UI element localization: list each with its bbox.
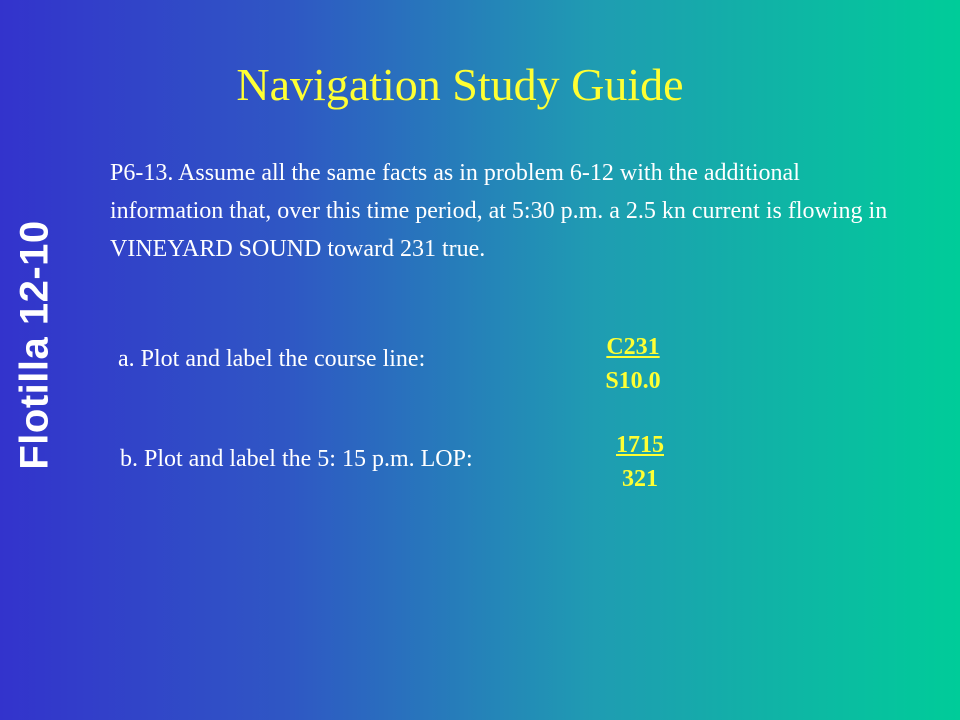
speed-answer: S10.0 [605,368,661,394]
item-b-label: b. Plot and label the 5: 15 p.m. LOP: [120,446,473,472]
problem-statement: P6-13. Assume all the same facts as in problem 6-12 with the additional information that, over this time period, at 5:30 p.m. a 2.5 kn current is flowing in VINEYARD SOUND toward 231 true. [110,160,888,262]
page-title: Navigation Study Guide [236,59,684,110]
lop-bearing-answer: 321 [622,466,658,492]
flotilla-side-label: Flotilla 12-10 [12,220,57,470]
item-a-answer [588,330,678,398]
lop-time-answer: 1715 [616,432,664,458]
item-a-label: a. Plot and label the course line: [118,346,426,372]
item-b-answer [598,428,682,496]
course-answer: C231 [606,334,660,360]
